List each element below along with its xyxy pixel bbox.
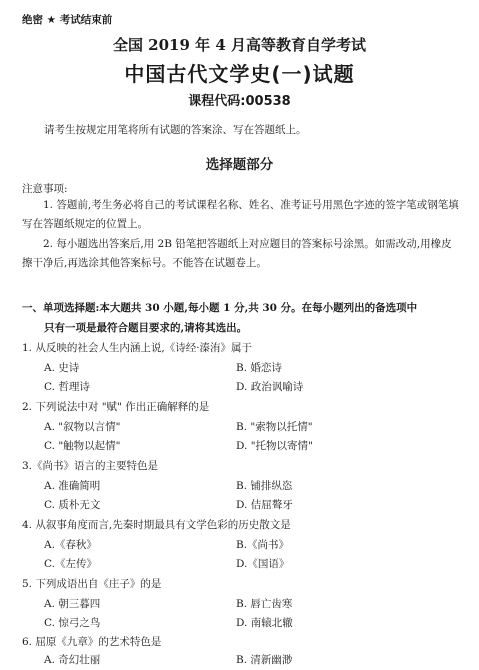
question-stem: 3.《尚书》语言的主要特色是 xyxy=(22,460,159,472)
section-heading: 选择题部分 xyxy=(205,157,274,173)
option-c: C. "触物以起情" xyxy=(44,440,121,452)
option-c: C.《左传》 xyxy=(44,558,97,570)
question-stem: 6. 屈原《九章》的艺术特色是 xyxy=(22,636,162,648)
part-title: 一、单项选择题:本大题共 30 小题,每小题 1 分,共 30 分。在每小题列出的备选项中 xyxy=(22,302,418,314)
option-b: B. 铺排纵恣 xyxy=(236,480,293,492)
option-b: B. "索物以托情" xyxy=(236,421,313,433)
option-c: C. 惊弓之鸟 xyxy=(44,617,101,629)
secret-mark: 绝密 ★ 考试结束前 xyxy=(22,14,113,26)
option-a: A. 史诗 xyxy=(44,362,80,374)
option-d: D. 政治讽喻诗 xyxy=(236,381,304,393)
question-stem: 5. 下列成语出自《庄子》的是 xyxy=(22,578,162,590)
part-title-continued: 只有一项是最符合题目要求的,请将其选出。 xyxy=(44,322,248,334)
note-item: 1. 答题前,考生务必将自己的考试课程名称、姓名、准考证号用黑色字迹的签字笔或钢笔填写在答题纸规定的位置上。 xyxy=(22,199,459,230)
option-d: D.《国语》 xyxy=(236,558,290,570)
option-b: B. 唇亡齿寒 xyxy=(236,598,293,610)
option-a: A. 奇幻壮丽 xyxy=(44,654,101,666)
option-d: D. "托物以寄情" xyxy=(236,440,313,452)
option-a: A. 准确简明 xyxy=(44,480,101,492)
option-a: A. 朝三暮四 xyxy=(44,598,101,610)
option-b: B. 婚恋诗 xyxy=(236,362,282,374)
question-stem: 1. 从反映的社会人生内涵上说,《诗经·溱洧》属于 xyxy=(22,342,253,354)
option-c: C. 质朴无文 xyxy=(44,499,101,511)
option-d: D. 南辕北辙 xyxy=(236,617,293,629)
option-d: D. 佶屈聱牙 xyxy=(236,499,293,511)
option-a: A. "叙物以言情" xyxy=(44,421,121,433)
question-stem: 2. 下列说法中对 "赋" 作出正确解释的是 xyxy=(22,401,210,413)
subject-title: 中国古代文学史(一)试题 xyxy=(124,62,355,86)
course-code: 课程代码:00538 xyxy=(188,94,291,109)
option-b: B. 清新幽渺 xyxy=(236,654,293,666)
question-stem: 4. 从叙事角度而言,先秦时期最具有文学色彩的历史散文是 xyxy=(22,519,291,531)
option-a: A.《春秋》 xyxy=(44,539,97,551)
option-b: B.《尚书》 xyxy=(236,539,290,551)
notes-heading: 注意事项: xyxy=(22,183,68,195)
note-item: 2. 每小题选出答案后,用 2B 铅笔把答题纸上对应题目的答案标号涂黑。如需改动,用橡皮擦干净后,再选涂其他答案标号。不能答在试题卷上。 xyxy=(22,238,452,269)
exam-title: 全国 2019 年 4 月高等教育自学考试 xyxy=(112,36,367,54)
option-c: C. 哲理诗 xyxy=(44,381,90,393)
answer-instruction: 请考生按规定用笔将所有试题的答案涂、写在答题纸上。 xyxy=(44,124,307,136)
